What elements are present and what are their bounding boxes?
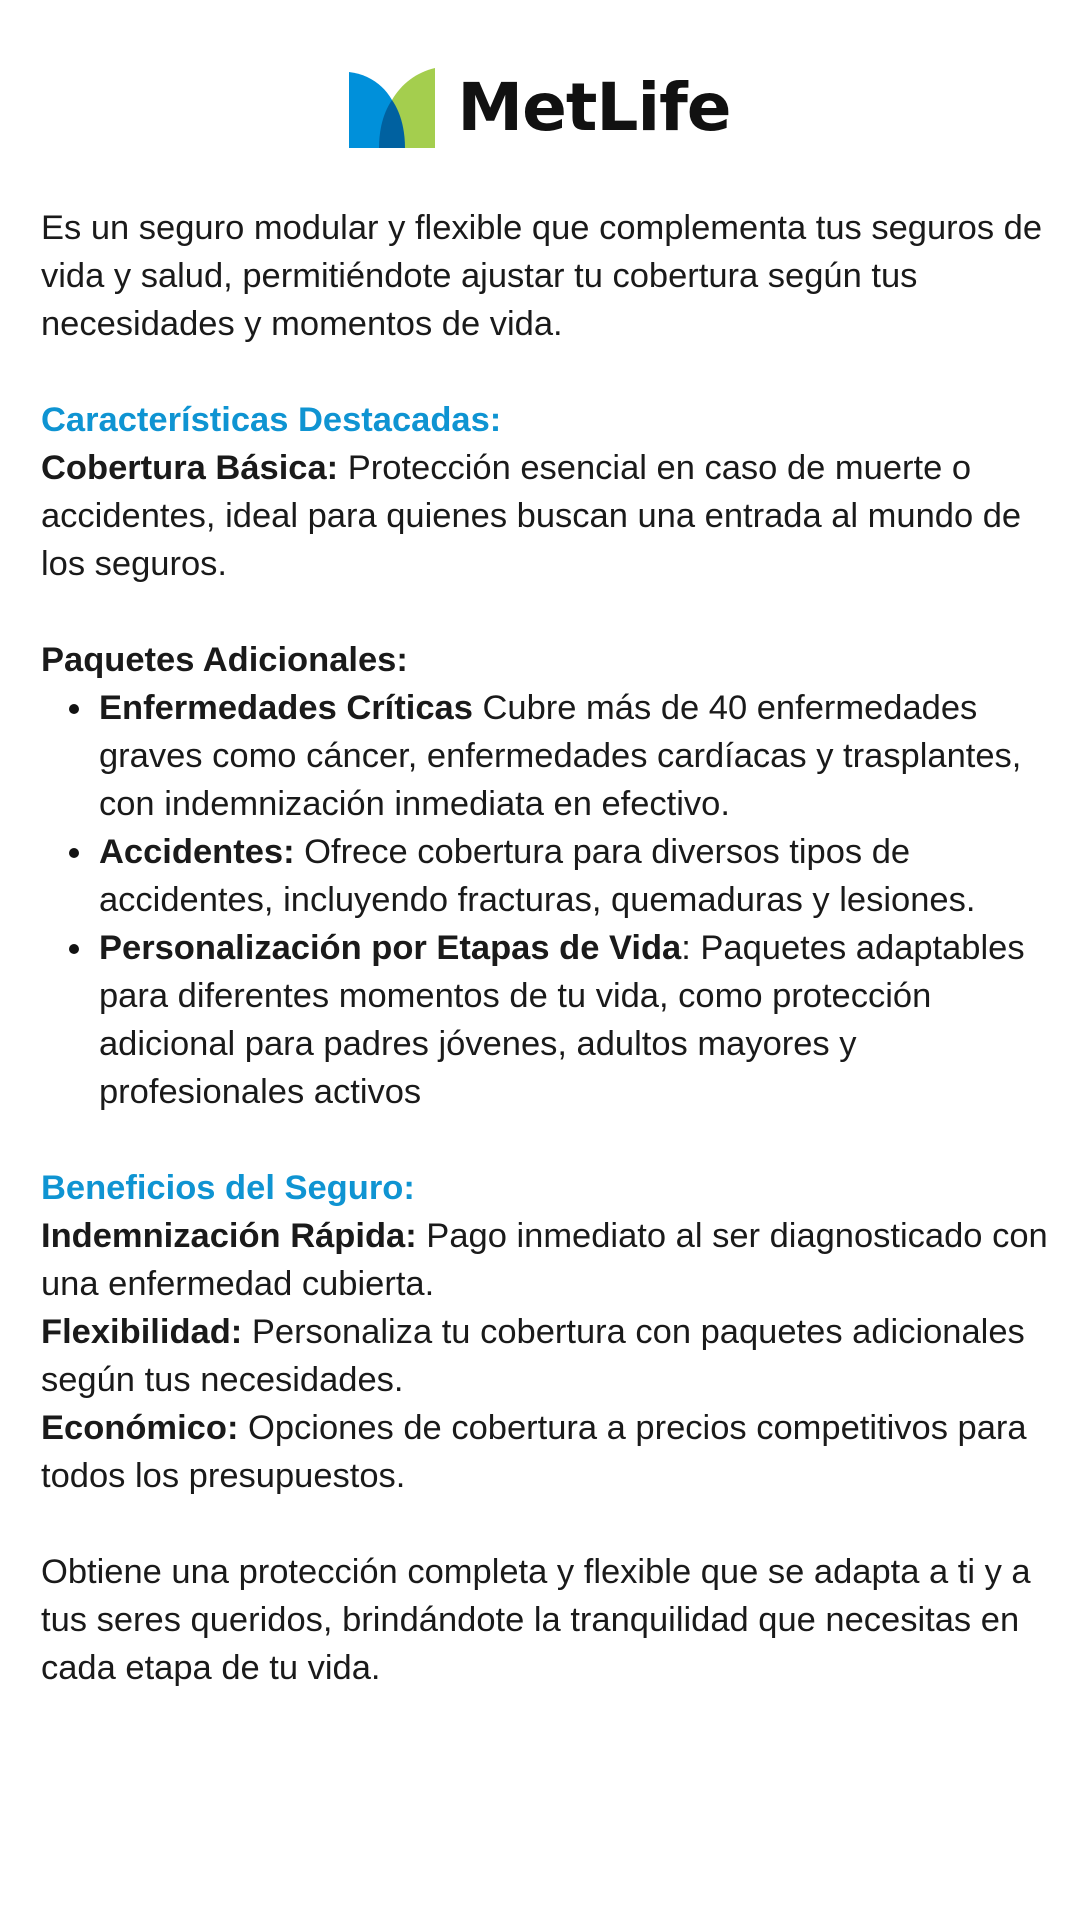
benefit-label: Indemnización Rápida:	[41, 1217, 417, 1255]
features-heading: Características Destacadas:	[41, 401, 502, 439]
benefit-paragraph	[41, 1212, 1051, 1308]
list-item	[41, 924, 1051, 1116]
benefit-label: Flexibilidad:	[41, 1313, 243, 1351]
benefit-paragraph	[41, 1404, 1051, 1500]
spacer	[41, 588, 1051, 636]
metlife-logo-mark-icon	[349, 68, 435, 148]
packages-list	[41, 684, 1051, 1116]
benefit-text: Opciones de cobertura a precios competitivos para todos los presupuestos.	[41, 1409, 1027, 1495]
benefit-label: Económico:	[41, 1409, 239, 1447]
benefit-text: Pago inmediato al ser diagnosticado con una enfermedad cubierta.	[41, 1217, 1048, 1303]
brand-name: MetLife	[457, 69, 731, 146]
benefits-heading: Beneficios del Seguro:	[41, 1169, 415, 1207]
intro-paragraph: Es un seguro modular y flexible que complementa tus seguros de vida y salud, permitiéndote ajustar tu cobertura según tus necesidades y momentos de vida.	[41, 209, 1043, 343]
basic-coverage-paragraph	[41, 444, 1051, 588]
package-text: Ofrece cobertura para diversos tipos de accidentes, incluyendo fracturas, quemaduras y lesiones.	[99, 833, 976, 919]
bullet-icon	[69, 704, 79, 714]
main-content	[41, 204, 1051, 1692]
benefit-paragraph	[41, 1308, 1051, 1404]
package-text: : Paquetes adaptables para diferentes momentos de tu vida, como protección adicional para padres jóvenes, adultos mayores y profesionales activos	[99, 929, 1025, 1111]
list-item	[41, 684, 1051, 828]
package-label: Personalización por Etapas de Vida	[99, 929, 682, 967]
benefit-text: Personaliza tu cobertura con paquetes adicionales según tus necesidades.	[41, 1313, 1025, 1399]
bullet-icon	[69, 944, 79, 954]
spacer	[41, 1116, 1051, 1164]
package-label: Enfermedades Críticas	[99, 689, 473, 727]
package-text: Cubre más de 40 enfermedades graves como cáncer, enfermedades cardíacas y trasplantes, con indemnización inmediata en efectivo.	[99, 689, 1022, 823]
basic-coverage-text: Protección esencial en caso de muerte o accidentes, ideal para quienes buscan una entrada al mundo de los seguros.	[41, 449, 1022, 583]
spacer	[41, 348, 1051, 396]
spacer	[41, 1500, 1051, 1548]
list-item	[41, 828, 1051, 924]
packages-heading: Paquetes Adicionales:	[41, 641, 408, 679]
basic-coverage-label: Cobertura Básica:	[41, 449, 339, 487]
bullet-icon	[69, 848, 79, 858]
closing-paragraph: Obtiene una protección completa y flexible que se adapta a ti y a tus seres queridos, brindándote la tranquilidad que necesitas en cada etapa de tu vida.	[41, 1553, 1031, 1687]
package-label: Accidentes:	[99, 833, 295, 871]
metlife-logo	[0, 68, 1080, 148]
